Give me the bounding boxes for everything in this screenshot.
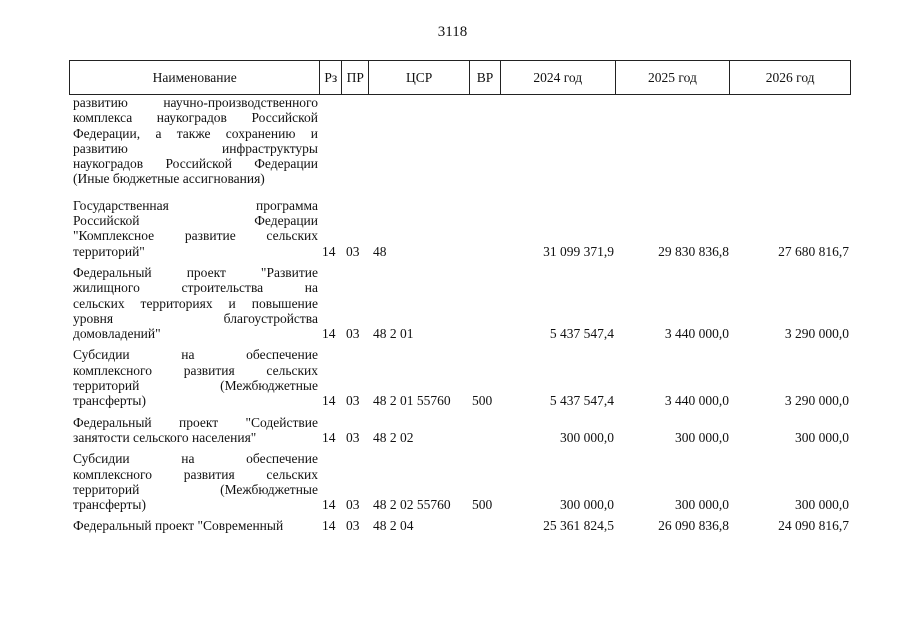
row-name-line: Федеральный проект "Развитие <box>73 264 318 280</box>
row-2024: 300 000,0 <box>560 429 614 445</box>
row-pr: 03 <box>346 393 360 409</box>
row-2024: 25 361 824,5 <box>543 518 614 534</box>
row-pr: 03 <box>346 326 360 342</box>
header-vr: ВР <box>470 61 501 94</box>
row-2026: 300 000,0 <box>795 497 849 513</box>
row-name <box>69 518 320 533</box>
row-2025: 29 830 836,8 <box>658 243 729 259</box>
row-csr: 48 2 01 <box>373 326 414 342</box>
row-rz: 14 <box>322 497 336 513</box>
row-2025: 3 440 000,0 <box>664 393 729 409</box>
row-name-line: Государственная программа <box>73 197 318 213</box>
row-rz: 14 <box>322 393 336 409</box>
row-pr: 03 <box>346 429 360 445</box>
row-name-line: занятости сельского населения" <box>73 429 257 445</box>
row-2025: 300 000,0 <box>675 497 729 513</box>
row-name-line: "Комплексное развитие сельских <box>73 228 318 244</box>
row-name-line: развитию инфраструктуры <box>73 140 318 156</box>
table-row <box>69 415 851 446</box>
row-name-line: Федерации, а также сохранению и <box>73 125 318 141</box>
row-name <box>69 451 320 512</box>
row-2025: 3 440 000,0 <box>664 326 729 342</box>
row-name <box>69 198 320 259</box>
row-2026: 27 680 816,7 <box>778 243 849 259</box>
row-name-line: территорий" <box>73 243 145 259</box>
header-2025: 2025 год <box>616 61 731 94</box>
table-row <box>69 518 851 533</box>
row-2026: 300 000,0 <box>795 429 849 445</box>
row-name <box>69 347 320 408</box>
table-row <box>69 451 851 512</box>
row-name <box>69 415 320 446</box>
row-name-line: Федеральный проект "Содействие <box>73 414 318 430</box>
row-name-line: уровня благоустройства <box>73 310 318 326</box>
row-name-line: Федеральный проект "Современный <box>73 518 284 534</box>
table-row <box>69 198 851 259</box>
row-name-line: Субсидии на обеспечение <box>73 451 318 467</box>
row-name-line: Российской Федерации <box>73 213 318 229</box>
row-pr: 03 <box>346 518 360 534</box>
table-row <box>69 265 851 341</box>
row-csr: 48 <box>373 243 387 259</box>
row-rz: 14 <box>322 243 336 259</box>
row-2026: 3 290 000,0 <box>784 393 849 409</box>
row-name-line: территорий (Межбюджетные <box>73 378 318 394</box>
row-name <box>69 265 320 341</box>
header-rz: Рз <box>320 61 342 94</box>
row-name-line: трансферты) <box>73 497 146 513</box>
header-2026: 2026 год <box>765 69 815 85</box>
row-2025: 300 000,0 <box>675 429 729 445</box>
row-2024: 5 437 547,4 <box>549 326 614 342</box>
row-csr: 48 2 02 55760 <box>373 497 451 513</box>
row-rz: 14 <box>322 518 336 534</box>
row-2026: 24 090 816,7 <box>778 518 849 534</box>
row-name-line: наукоградов Российской Федерации <box>73 156 318 172</box>
page-number: 3118 <box>437 24 468 40</box>
row-name-line: комплексного развития сельских <box>73 466 318 482</box>
row-name-line: жилищного строительства на <box>73 280 318 296</box>
row-2026: 3 290 000,0 <box>784 326 849 342</box>
row-vr: 500 <box>472 393 493 409</box>
row-name-line: развитию научно-производственного <box>73 95 318 110</box>
table-body <box>69 95 851 534</box>
row-rz: 14 <box>322 326 336 342</box>
row-csr: 48 2 02 <box>373 429 414 445</box>
row-2024: 5 437 547,4 <box>549 393 614 409</box>
row-name-line: комплекса наукоградов Российской <box>73 110 318 126</box>
row-rz: 14 <box>322 429 336 445</box>
row-name-line: комплексного развития сельских <box>73 362 318 378</box>
row-csr: 48 2 04 <box>373 518 414 534</box>
row-2024: 31 099 371,9 <box>543 243 614 259</box>
row-pr: 03 <box>346 243 360 259</box>
row-name-line: территорий (Межбюджетные <box>73 481 318 497</box>
row-pr: 03 <box>346 497 360 513</box>
row-name-line: домовладений" <box>73 326 161 342</box>
header-csr: ЦСР <box>369 61 470 94</box>
row-csr: 48 2 01 55760 <box>373 393 451 409</box>
row-name-line: Субсидии на обеспечение <box>73 347 318 363</box>
header-2024: 2024 год <box>501 61 616 94</box>
table-header <box>69 60 851 95</box>
table-row <box>69 347 851 408</box>
row-2025: 26 090 836,8 <box>658 518 729 534</box>
row-name-line: (Иные бюджетные ассигнования) <box>73 171 265 187</box>
row-name-line: трансферты) <box>73 393 146 409</box>
row-name <box>69 95 320 187</box>
row-2024: 300 000,0 <box>560 497 614 513</box>
header-name: Наименование <box>70 61 320 94</box>
row-vr: 500 <box>472 497 493 513</box>
table-row <box>69 95 851 187</box>
header-pr: ПР <box>342 61 369 94</box>
row-name-line: сельских территориях и повышение <box>73 295 318 311</box>
